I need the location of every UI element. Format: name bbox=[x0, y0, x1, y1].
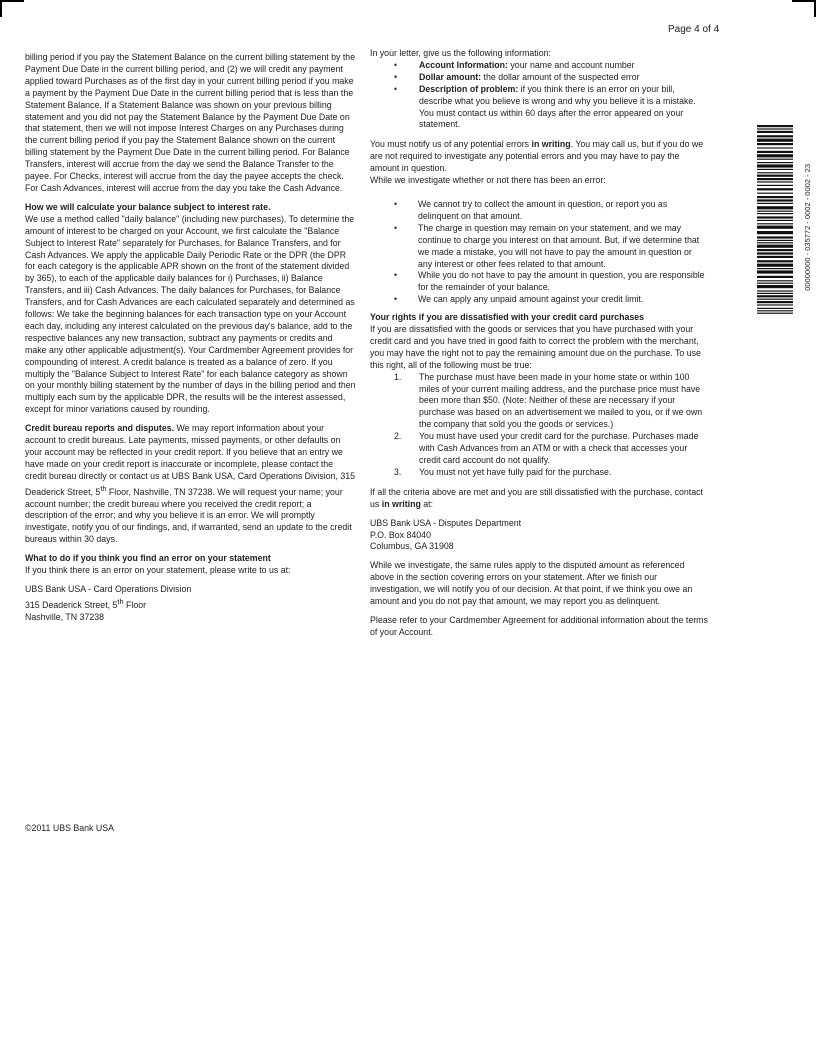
barcode-bar bbox=[757, 245, 793, 248]
crop-mark-tl-h bbox=[0, 0, 24, 2]
barcode-bar bbox=[757, 226, 793, 229]
barcode-bar bbox=[757, 304, 793, 305]
left-column bbox=[25, 52, 356, 631]
criteria-number: 2. bbox=[394, 431, 402, 442]
address-line-2: P.O. Box 84040 bbox=[370, 529, 431, 540]
barcode-bar bbox=[757, 236, 793, 238]
barcode-bar bbox=[757, 276, 793, 278]
barcode-bar bbox=[757, 206, 793, 209]
copyright: ©2011 UBS Bank USA bbox=[25, 823, 114, 833]
operations-address bbox=[25, 584, 356, 624]
notify-emphasis: in writing bbox=[531, 139, 571, 150]
error-paragraph: If you think there is an error on your statement, please write to us at: bbox=[25, 565, 291, 576]
barcode-bar bbox=[757, 151, 793, 153]
letter-intro: In your letter, give us the following information: bbox=[370, 48, 551, 58]
list-item bbox=[370, 372, 708, 432]
barcode-bar bbox=[757, 231, 793, 234]
list-item bbox=[370, 72, 708, 84]
criteria-text-c: at: bbox=[420, 498, 434, 509]
criteria-text: You must have used your credit card for the purchase. Purchases made with Cash Advances from an ATM or with a check that accesses your credit card account do not qualify. bbox=[419, 431, 699, 465]
credit-text-b: Floor, Nashville, TN 37238. We will request your name; your account number; the credit bureau where you received the credit report; a description of the error; and why you believe it is an error. We will promptly investigate, notify you of our findings, and, if warranted, send an update to the credit bureaus within 30 days. bbox=[25, 486, 352, 545]
barcode-bar bbox=[757, 293, 793, 294]
barcode-bar bbox=[757, 125, 793, 127]
address-floor: Floor bbox=[123, 599, 147, 610]
criteria-text-a: If all the criteria above are met and you are still dissatisfied with the purchase, contact us bbox=[370, 486, 703, 509]
barcode-bar bbox=[757, 199, 793, 201]
crop-mark-tr-h bbox=[792, 0, 816, 2]
info-text: the dollar amount of the suspected error bbox=[481, 71, 640, 82]
info-label: Description of problem: bbox=[419, 83, 519, 94]
crop-mark-tl-v bbox=[0, 0, 2, 17]
barcode-bar bbox=[757, 175, 793, 177]
address-line-1: UBS Bank USA - Card Operations Division bbox=[25, 583, 192, 594]
barcode-bar bbox=[757, 290, 793, 291]
balance-paragraph: We use a method called "daily balance" (including new purchases). To determine the amount of interest to be charged on your Account, we first calculate the "Balance Subject to Interest Rate" separately for Purchases, for Balance Transfers, and for Cash Advances. We apply the applicable Daily Periodic Rate or the DPR (the DPR for each category is the applicable APR shown on the front of the statement divided by 365), to each of the applicable daily balances for i) Purchases, ii) Balance Transfers, and iii) Cash Advances. The daily balances for Purchases, for Balance Transfers, and for Cash Advances are each calculated separately and determined as follows: We take the beginning balances for each transaction type on your Account each day, including any interest calculated on the previous day's balance, add to the respective balances any new transaction, subtract any payments or credits and make any other applicable adjustment(s). Your Cardmember Agreement provides for compounding of interest. A credit balance is treated as a balance of zero. If you multiply the "Balance Subject to Interest Rate" for each balance category as shown on your monthly billing statement by the number of days in the billing period and then multiply each sum by the applicable DPR, the results will be the interest assessed, except for minor variations caused by rounding. bbox=[25, 213, 356, 415]
barcode-bar bbox=[757, 240, 793, 241]
criteria-met-paragraph bbox=[370, 487, 708, 511]
info-list bbox=[370, 60, 708, 131]
page-number: Page 4 of 4 bbox=[668, 24, 720, 35]
refer-paragraph: Please refer to your Cardmember Agreement for additional information about the terms of your Account. bbox=[370, 614, 708, 637]
credit-sup: th bbox=[100, 483, 107, 493]
list-item bbox=[370, 467, 708, 479]
barcode-bar bbox=[757, 249, 793, 251]
disputes-address bbox=[370, 518, 708, 554]
barcode-bar bbox=[757, 154, 793, 157]
investigate-list bbox=[370, 199, 708, 306]
list-item: • The charge in question may remain on your statement, and we may continue to charge you interest on that amount. But, if we determine that we made a mistake, you will not have to pay the amount in question or any interest or other fees related to that amount. bbox=[370, 223, 708, 271]
barcode-bar bbox=[757, 301, 793, 303]
credit-bureau-heading: Credit bureau reports and disputes. bbox=[25, 423, 175, 434]
barcode-bar bbox=[757, 169, 793, 170]
credit-bureau-paragraph bbox=[25, 423, 356, 546]
balance-heading: How we will calculate your balance subject to interest rate. bbox=[25, 201, 271, 212]
barcode-bar bbox=[757, 268, 793, 269]
credit-text-a: We may report information about your account to credit bureaus. Late payments, missed payments, or other defaults on your account may be reflected in your credit report. If you believe that an entry we have made on your credit report is inaccurate or incomplete, please contact the credit bureau directly or contact us at UBS Bank USA, Card Operations Division, 315 Deaderick Street, 5 bbox=[25, 423, 356, 497]
address-line-3: Nashville, TN 37238 bbox=[25, 611, 105, 622]
barcode-bar bbox=[757, 270, 793, 273]
barcode-bar bbox=[757, 131, 793, 133]
barcode-bar bbox=[757, 203, 793, 204]
notify-text-a: You must notify us of any potential errors bbox=[370, 139, 532, 150]
error-heading: What to do if you think you find an error on your statement bbox=[25, 553, 271, 564]
barcode-bar bbox=[757, 308, 793, 309]
barcode-bar bbox=[757, 193, 793, 194]
address-line-1: UBS Bank USA - Disputes Department bbox=[370, 517, 522, 528]
barcode-bar bbox=[757, 295, 793, 297]
interest-paragraph: billing period if you pay the Statement Balance on the current billing statement by the Payment Due Date in the current billing period, and (2) we will credit any payment applied toward Purchases as of the first day in your current billing period if you make a payment by the Payment Due Date in the current billing period that is less than the Statement Balance. If a Statement Balance was shown on your previous billing statement and you did not pay the Statement Balance by the Payment Due Date on that statement, then we will not impose Interest Charges on any Purchases during the current billing period if you pay the Statement Balance shown on the current billing statement by the Payment Due Date in the current billing period. For Balance Transfers, interest will accrue from the day we send the Balance Transfer to the payee. For Checks, interest will accrue from the day the payee accepts the check. For Cash Advances, interest will accrue from the day you take the Cash Advance. bbox=[25, 52, 356, 193]
barcode-bar bbox=[757, 147, 793, 148]
barcode-bar bbox=[757, 256, 793, 258]
barcode-bar bbox=[757, 185, 793, 186]
address-line-3: Columbus, GA 31908 bbox=[370, 541, 454, 552]
criteria-text: The purchase must have been made in your home state or within 100 miles of your current mailing address, and the purchase price must have been more than $50. (Note: Neither of these are necessary if your purchase was based on an advertisement we mailed to you, or if we own the company that sold you the goods or services.) bbox=[419, 371, 703, 430]
same-rules-paragraph: While we investigate, the same rules apply to the disputed amount as referenced above in the section covering errors on your statement. After we finish our investigation, we will notify you of our decision. At that point, if we think you owe an amount and you do not pay that amount, we may report you as delinquent. bbox=[370, 560, 693, 607]
criteria-emphasis: in writing bbox=[381, 498, 421, 509]
barcode-bar bbox=[757, 159, 793, 160]
while-paragraph: While we investigate whether or not there has been an error: bbox=[370, 175, 606, 186]
list-item bbox=[370, 431, 708, 467]
address-sup: th bbox=[117, 596, 124, 606]
criteria-number: 3. bbox=[394, 466, 402, 477]
barcode-bar bbox=[757, 128, 793, 129]
barcode-bar bbox=[757, 172, 793, 173]
notify-text-c: . You may call us, but if you do we are not required to investigate any potential errors and you may have to pay the amount in question. bbox=[370, 139, 704, 174]
list-item bbox=[370, 84, 708, 132]
barcode-bar bbox=[757, 264, 793, 267]
barcode-bar bbox=[757, 164, 793, 167]
barcode-bar bbox=[757, 310, 793, 311]
barcode-bar bbox=[757, 211, 793, 212]
list-item: • We cannot try to collect the amount in question, or report you as delinquent on that amount. bbox=[370, 199, 708, 223]
barcode-bar bbox=[757, 223, 793, 224]
address-line-2 bbox=[25, 596, 356, 612]
barcode-bar bbox=[757, 313, 793, 314]
info-text: your name and account number bbox=[507, 59, 635, 70]
barcode-bar bbox=[757, 280, 793, 281]
right-column bbox=[370, 48, 708, 646]
rights-heading: Your rights if you are dissatisfied with your credit card purchases bbox=[370, 312, 645, 323]
barcode-bar bbox=[757, 299, 793, 300]
notify-paragraph bbox=[370, 139, 708, 175]
info-label: Dollar amount: bbox=[419, 71, 482, 82]
barcode-bar bbox=[757, 260, 793, 262]
barcode-bar bbox=[757, 220, 793, 221]
info-label: Account Information: bbox=[419, 59, 508, 70]
barcode-bar bbox=[757, 283, 793, 284]
list-item bbox=[370, 60, 708, 72]
barcode-bar bbox=[757, 139, 793, 142]
address-street: 315 Deaderick Street, 5 bbox=[25, 599, 118, 610]
barcode-bar bbox=[757, 188, 793, 190]
info-text: if you think there is an error on your bill, describe what you believe is wrong and why you believe it is a mistake. You must contact us within 60 days after the error appeared on your statement. bbox=[419, 83, 696, 130]
list-item: • While you do not have to pay the amount in question, you are responsible for the remainder of your balance. bbox=[370, 270, 708, 294]
barcode-bar bbox=[757, 216, 793, 218]
barcode-number: 00000000 - 035772 - 0002 - 0002 - 23 bbox=[803, 164, 812, 291]
barcode-bar bbox=[757, 178, 793, 180]
barcode-bar bbox=[757, 181, 793, 182]
barcode-bar bbox=[757, 196, 793, 198]
list-item: • We can apply any unpaid amount against your credit limit. bbox=[370, 294, 708, 306]
criteria-number: 1. bbox=[394, 371, 402, 382]
rights-paragraph: If you are dissatisfied with the goods or services that you have purchased with your credit card and you have tried in good faith to correct the problem with the merchant, you may have the right not to pay the remaining amount due on the purchase. To use this right, all of the following must be true: bbox=[370, 324, 701, 370]
barcode-bar bbox=[757, 135, 793, 137]
criteria-list bbox=[370, 372, 708, 479]
barcode-bar bbox=[757, 143, 793, 145]
barcode bbox=[757, 125, 793, 317]
barcode-bar bbox=[757, 162, 793, 163]
barcode-bar bbox=[757, 285, 793, 288]
barcode-bar bbox=[757, 213, 793, 214]
criteria-text: You must not yet have fully paid for the purchase. bbox=[419, 466, 612, 477]
barcode-bar bbox=[757, 252, 793, 254]
barcode-bar bbox=[757, 242, 793, 243]
